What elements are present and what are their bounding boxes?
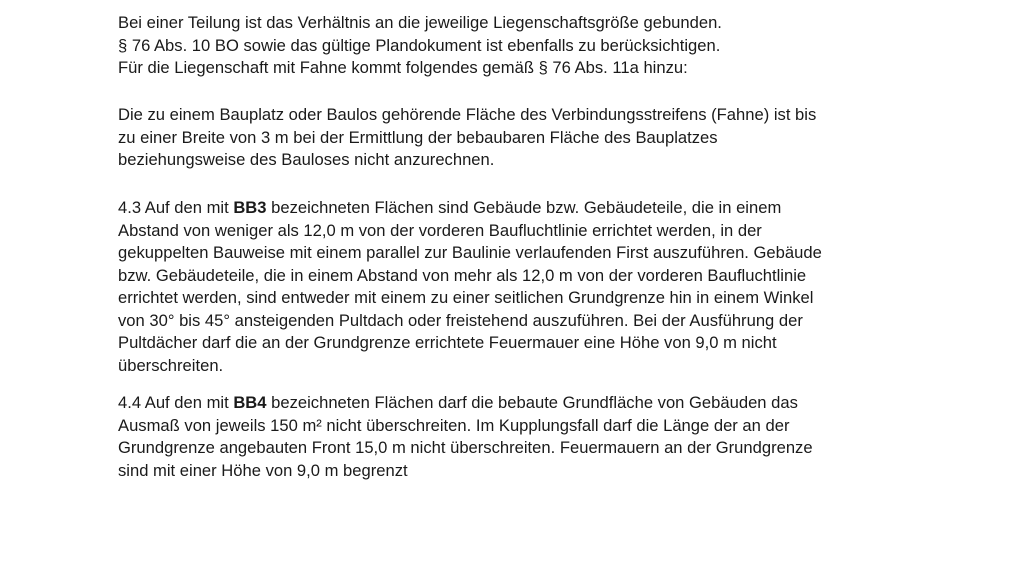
text-line: sind mit einer Höhe von 9,0 m begrenzt — [118, 460, 408, 480]
text-line: zu einer Breite von 3 m bei der Ermittlung der bebaubaren Fläche des Bauplatzes — [118, 127, 718, 147]
text-line: bzw. Gebäudeteile, die in einem Abstand von mehr als 12,0 m von der vorderen Baufluchtlinie — [118, 265, 807, 285]
text-line: Die zu einem Bauplatz oder Baulos gehörende Fläche des Verbindungsstreifens (Fahne) ist bis — [118, 105, 817, 124]
section-4-4 — [118, 392, 918, 482]
section-prefix: 4.4 Auf den mit — [118, 393, 234, 412]
fahne-paragraph — [118, 104, 918, 172]
section-first-line — [118, 392, 918, 415]
zone-code: BB4 — [233, 393, 267, 412]
zone-code: BB3 — [233, 198, 267, 217]
intro-paragraph — [118, 12, 918, 80]
text-line: Abstand von weniger als 12,0 m von der vorderen Baufluchtlinie errichtet werden, in der — [118, 220, 762, 240]
section-first-line-rest: bezeichneten Flächen darf die bebaute Grundfläche von Gebäuden das — [266, 393, 798, 412]
text-line: § 76 Abs. 10 BO sowie das gültige Plandokument ist ebenfalls zu berücksichtigen. — [118, 35, 721, 55]
section-first-line-rest: bezeichneten Flächen sind Gebäude bzw. Gebäudeteile, die in einem — [266, 198, 782, 217]
text-line: beziehungsweise des Bauloses nicht anzurechnen. — [118, 150, 495, 169]
text-line: überschreiten. — [118, 355, 224, 375]
section-prefix: 4.3 Auf den mit — [118, 198, 234, 217]
text-line: Pultdächer darf die an der Grundgrenze errichtete Feuermauer eine Höhe von 9,0 m nicht — [118, 333, 777, 352]
text-line: errichtet werden, sind entweder mit einem zu einer seitlichen Grundgrenze hin in einem Winkel — [118, 288, 814, 307]
text-line: Ausmaß von jeweils 150 m² nicht überschreiten. Im Kupplungsfall darf die Länge der an der — [118, 415, 790, 435]
section-first-line — [118, 197, 918, 220]
text-line: Grundgrenze angebauten Front 15,0 m nicht überschreiten. Feuermauern an der Grundgrenze — [118, 438, 813, 457]
text-line: Bei einer Teilung ist das Verhältnis an die jeweilige Liegenschaftsgröße gebunden. — [118, 13, 722, 32]
text-line: gekuppelten Bauweise mit einem parallel zur Baulinie verlaufenden First auszuführen. Gebäude — [118, 243, 822, 262]
text-line: Für die Liegenschaft mit Fahne kommt folgendes gemäß § 76 Abs. 11a hinzu: — [118, 58, 688, 77]
text-line: von 30° bis 45° ansteigenden Pultdach oder freistehend auszuführen. Bei der Ausführung der — [118, 310, 803, 330]
section-4-3 — [118, 197, 918, 377]
